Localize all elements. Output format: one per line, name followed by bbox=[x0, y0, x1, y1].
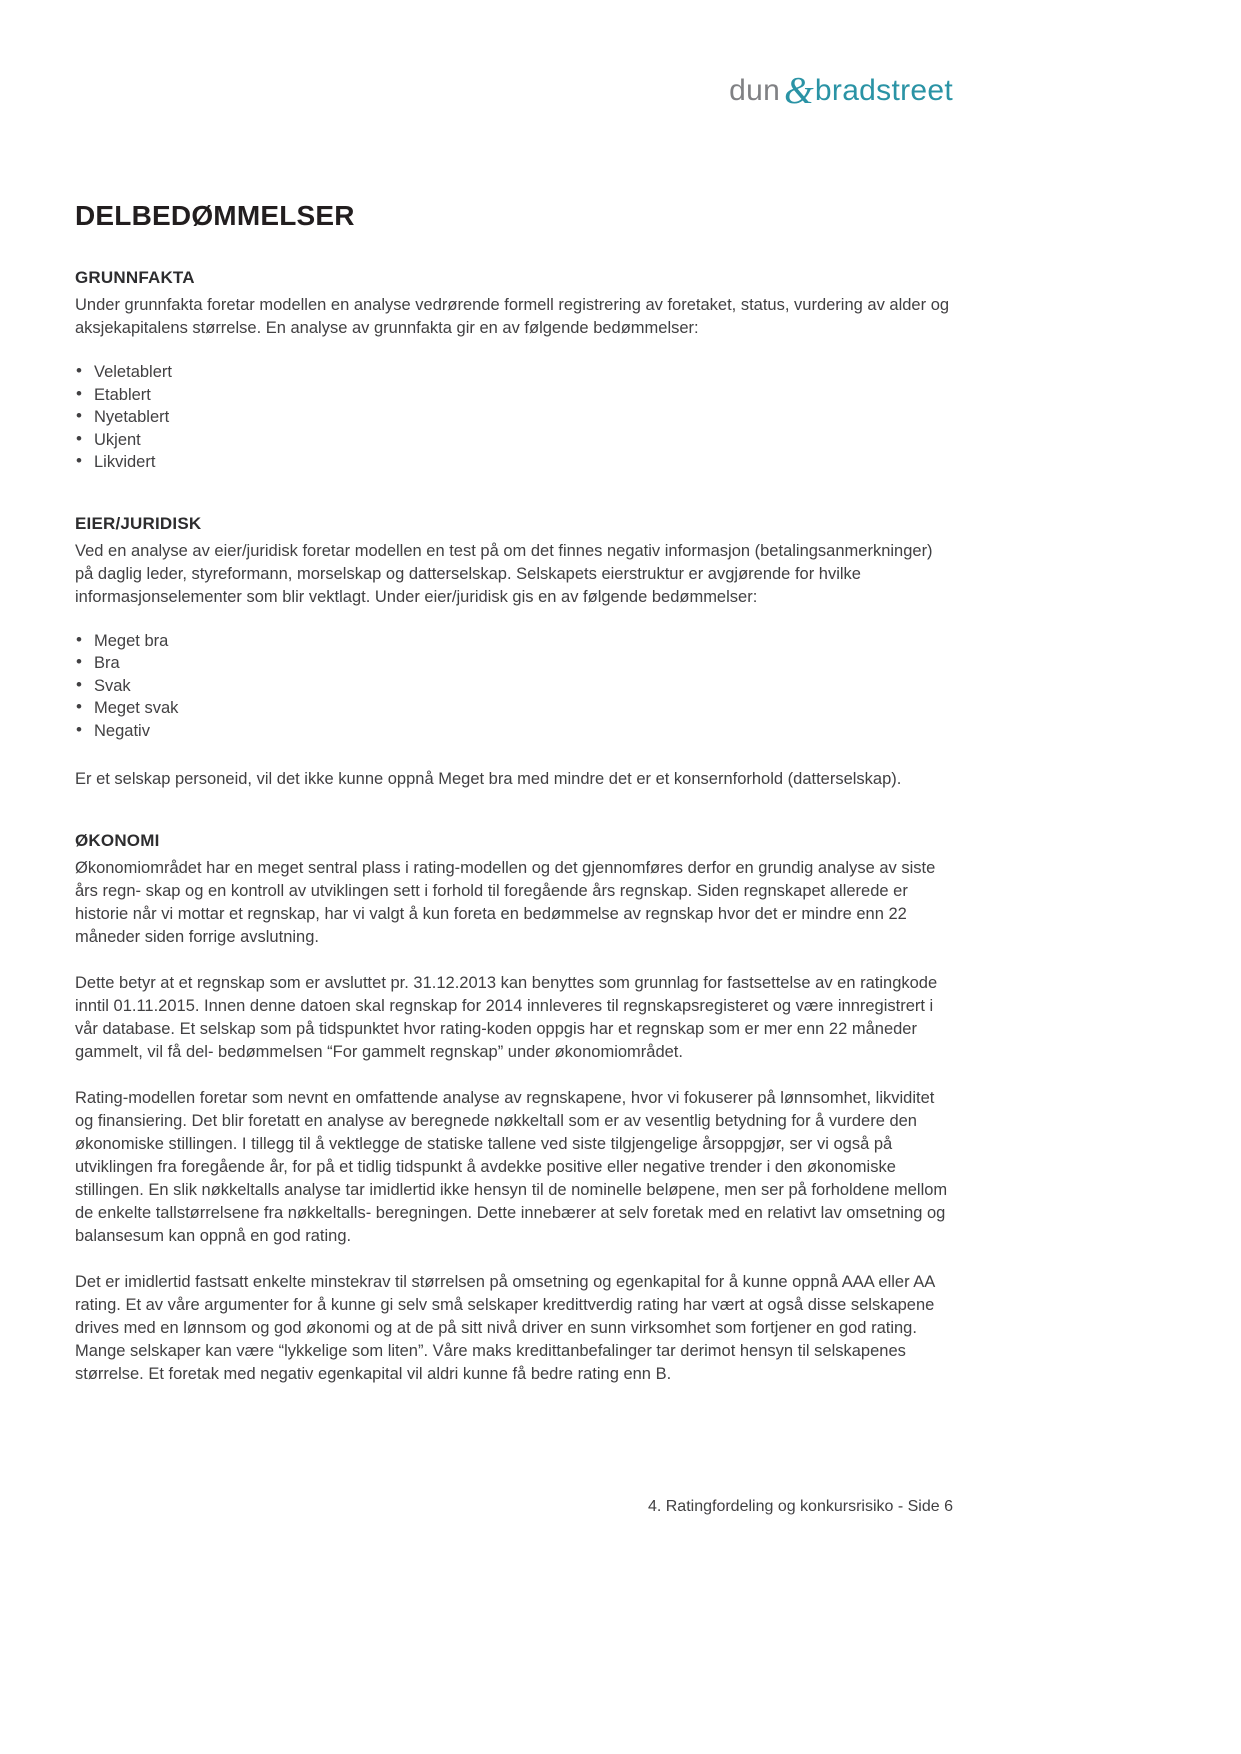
page-title: DELBEDØMMELSER bbox=[75, 200, 355, 231]
list-item: • Likvidert bbox=[75, 451, 953, 474]
logo-ampersand-icon: & bbox=[784, 70, 814, 112]
footer-text: 4. Ratingfordeling og konkursrisiko - Side 6 bbox=[647, 1498, 953, 1515]
list-item: • Ukjent bbox=[75, 429, 953, 452]
paragraph-okonomi-3: Rating-modellen foretar som nevnt en omfattende analyse av regnskapene, hvor vi fokuserer på lønnsomhet, likviditet og finansiering. Det blir foretatt en analyse av beregnede nøkkeltall som er av vesentlig betydning for å vurdere den økonomiske stillingen. I tillegg til å vektlegge de statiske tallene ved siste tilgjengelige årsoppgjør, ser vi også på utviklingen fra foregående år, for på et tidlig tidspunkt å avdekke positive eller negative trender i den økonomiske stillingen. En slik nøkkeltalls analyse tar imidlertid ikke hensyn til de nominelle beløpene, men ser på forholdene mellom de enkelte tallstørrelsene fra nøkkeltalls- beregningen. Dette innebærer at selv foretak med en relativt lav omsetning og balansesum kan oppnå en god rating. bbox=[75, 1089, 948, 1245]
content-column bbox=[75, 0, 953, 1386]
paragraph-okonomi-1: Økonomiområdet har en meget sentral plass i rating-modellen og det gjennomføres derfor en grundig analyse av siste års regn- skap og en kontroll av utviklingen sett i forhold til foregående års regnskap. Siden regnskapet allerede er historie når vi mottar et regnskap, har vi valgt å kun foreta en bedømmelse av regnskap hvor det er mindre enn 22 måneder siden forrige avslutning. bbox=[75, 859, 936, 946]
bullet-list-eier-juridisk bbox=[75, 630, 953, 743]
bullet-list-grunnfakta bbox=[75, 361, 953, 474]
list-item: • Meget svak bbox=[75, 697, 953, 720]
list-item: • Veletablert bbox=[75, 361, 953, 384]
logo-text-dun: dun bbox=[729, 74, 781, 107]
section-eier-juridisk bbox=[75, 514, 953, 792]
list-item: • Bra bbox=[75, 652, 953, 675]
section-grunnfakta bbox=[75, 268, 953, 474]
paragraph-eier-juridisk-intro: Ved en analyse av eier/juridisk foretar modellen en test på om det finnes negativ informasjon (betalingsanmerkninger) på daglig leder, styreformann, morselskap og datterselskap. Selskapets eierstruktur er avgjørende for hvilke informasjonselementer som blir vektlagt. Under eier/juridisk gis en av følgende bedømmelser: bbox=[75, 541, 933, 606]
list-item: • Etablert bbox=[75, 384, 953, 407]
paragraph-eier-juridisk-note: Er et selskap personeid, vil det ikke kunne oppnå Meget bra med mindre det er et konsernforhold (datterselskap). bbox=[75, 770, 902, 788]
logo-text-bradstreet: bradstreet bbox=[814, 74, 953, 107]
section-okonomi bbox=[75, 831, 953, 1386]
paragraph-grunnfakta-intro: Under grunnfakta foretar modellen en analyse vedrørende formell registrering av foretaket, status, vurdering av alder og aksjekapitalens størrelse. En analyse av grunnfakta gir en av følgende bedømmelser: bbox=[75, 296, 950, 337]
dun-bradstreet-logo bbox=[75, 72, 953, 110]
section-heading-eier-juridisk: EIER/JURIDISK bbox=[75, 513, 202, 533]
paragraph-okonomi-4: Det er imidlertid fastsatt enkelte minstekrav til størrelsen på omsetning og egenkapital for å kunne oppnå AAA eller AA rating. Et av våre argumenter for å kunne gi selv små selskaper kredittverdig rating har vært at også disse selskapene drives med en lønnsom og god økonomi og at de på sitt nivå driver en sunn virksomhet som fortjener en god rating. Mange selskaper kan være “lykkelige som liten”. Våre maks kredittanbefalinger tar derimot hensyn til selskapenes størrelse. Et foretak med negativ egenkapital vil aldri kunne få bedre rating enn B. bbox=[75, 1273, 935, 1383]
list-item: • Nyetablert bbox=[75, 406, 953, 429]
paragraph-okonomi-2: Dette betyr at et regnskap som er avsluttet pr. 31.12.2013 kan benyttes som grunnlag for fastsettelse av en ratingkode inntil 01.11.2015. Innen denne datoen skal regnskap for 2014 innleveres til regnskapsregisteret og være innregistrert i vår database. Et selskap som på tidspunktet hvor rating-koden oppgis har et regnskap som er mer enn 22 måneder gammelt, vil få del- bedømmelsen “For gammelt regnskap” under økonomiområdet. bbox=[75, 974, 938, 1061]
list-item: • Svak bbox=[75, 675, 953, 698]
section-heading-okonomi: ØKONOMI bbox=[75, 831, 160, 850]
section-heading-grunnfakta: GRUNNFAKTA bbox=[75, 268, 195, 287]
list-item: • Meget bra bbox=[75, 630, 953, 653]
list-item: • Negativ bbox=[75, 720, 953, 743]
page-footer bbox=[75, 1498, 953, 1516]
